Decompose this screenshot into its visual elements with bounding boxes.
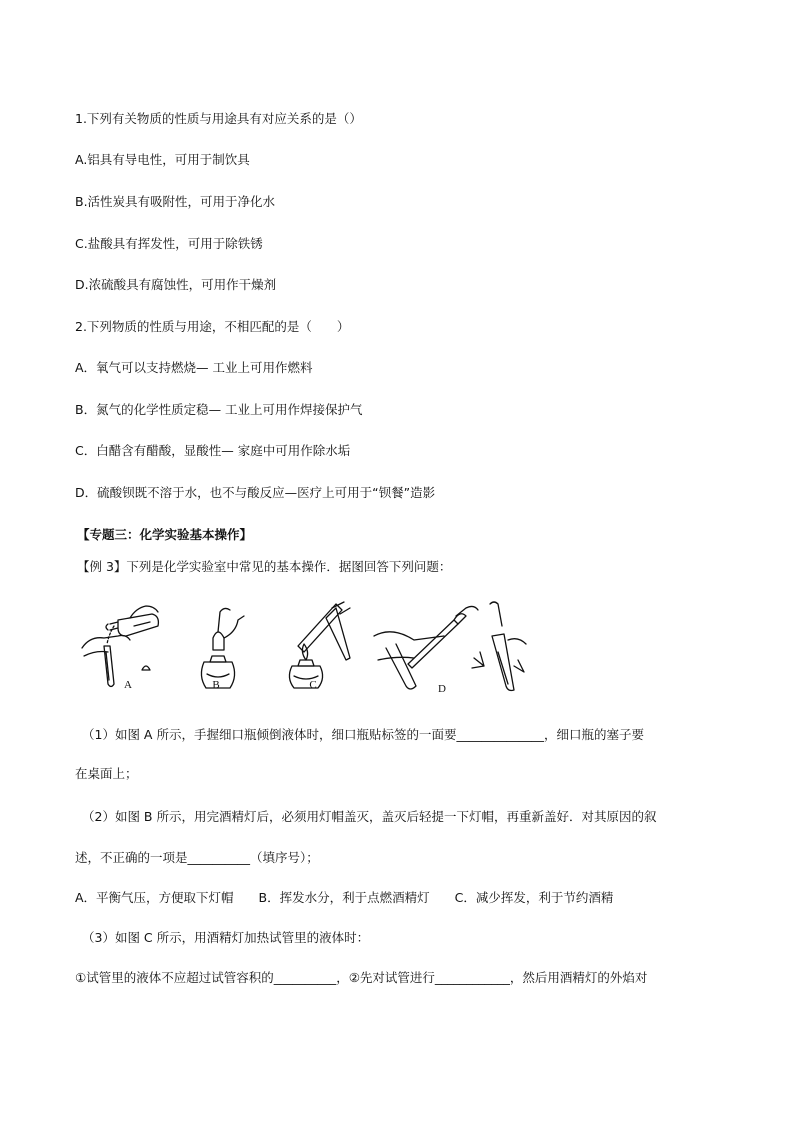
q2-option-d: D．硫酸钡既不溶于水，也不与酸反应—医疗上可用于“钡餐”造影 <box>75 485 436 500</box>
figure-label-a: A <box>124 679 132 691</box>
sub1-line1: （1）如图 A 所示，手握细口瓶倾倒液体时，细口瓶贴标签的一面要______________，细口瓶的塞子要 <box>82 727 644 742</box>
lab-operations-drawing <box>74 596 534 700</box>
figure-a-pouring-liquid <box>82 606 158 687</box>
figure-d-dropper <box>374 602 526 691</box>
figure-c-heating-test-tube <box>289 602 350 688</box>
sub2-options: A．平衡气压，方便取下灯帽 B．挥发水分，利于点燃酒精灯 C．减少挥发，利于节约酒精 <box>75 890 614 905</box>
figure-label-d: D <box>438 683 446 695</box>
sub1-line2: 在桌面上； <box>75 766 138 781</box>
q2-option-a: A．氧气可以支持燃烧— 工业上可用作燃料 <box>75 360 313 375</box>
q1-option-c: C.盐酸具有挥发性，可用于除铁锈 <box>75 236 263 251</box>
q1-stem: 1.下列有关物质的性质与用途具有对应关系的是（） <box>75 111 362 126</box>
q2-stem: 2.下列物质的性质与用途，不相匹配的是（ ） <box>75 319 350 334</box>
q1-option-a: A.铝具有导电性，可用于制饮具 <box>75 152 250 167</box>
sub3-line1: （3）如图 C 所示，用酒精灯加热试管里的液体时： <box>82 930 370 945</box>
sub2-line1: （2）如图 B 所示，用完酒精灯后，必须用灯帽盖灭，盖灭后轻提一下灯帽，再重新盖好．对其原因的叙 <box>82 809 657 824</box>
example-3-stem: 【例 3】下列是化学实验室中常见的基本操作．据图回答下列问题： <box>77 559 452 574</box>
q2-option-c: C．白醋含有醋酸，显酸性— 家庭中可用作除水垢 <box>75 443 351 458</box>
figure-label-c: C <box>309 679 317 691</box>
topic-heading: 【专题三：化学实验基本操作】 <box>77 527 253 542</box>
q1-option-d: D.浓硫酸具有腐蚀性，可用作干燥剂 <box>75 277 277 292</box>
sub2-line2: 述，不正确的一项是__________（填序号）； <box>75 850 319 865</box>
q2-option-b: B．氮气的化学性质定稳— 工业上可用作焊接保护气 <box>75 402 363 417</box>
figure-b-alcohol-lamp-cap <box>201 608 244 688</box>
figure-label-b: B <box>212 679 220 691</box>
lab-operations-figure <box>74 596 534 700</box>
q1-option-b: B.活性炭具有吸附性，可用于净化水 <box>75 194 276 209</box>
sub3-line2: ①试管里的液体不应超过试管容积的__________，②先对试管进行____________，然后用酒精灯的外焰对 <box>75 970 648 985</box>
